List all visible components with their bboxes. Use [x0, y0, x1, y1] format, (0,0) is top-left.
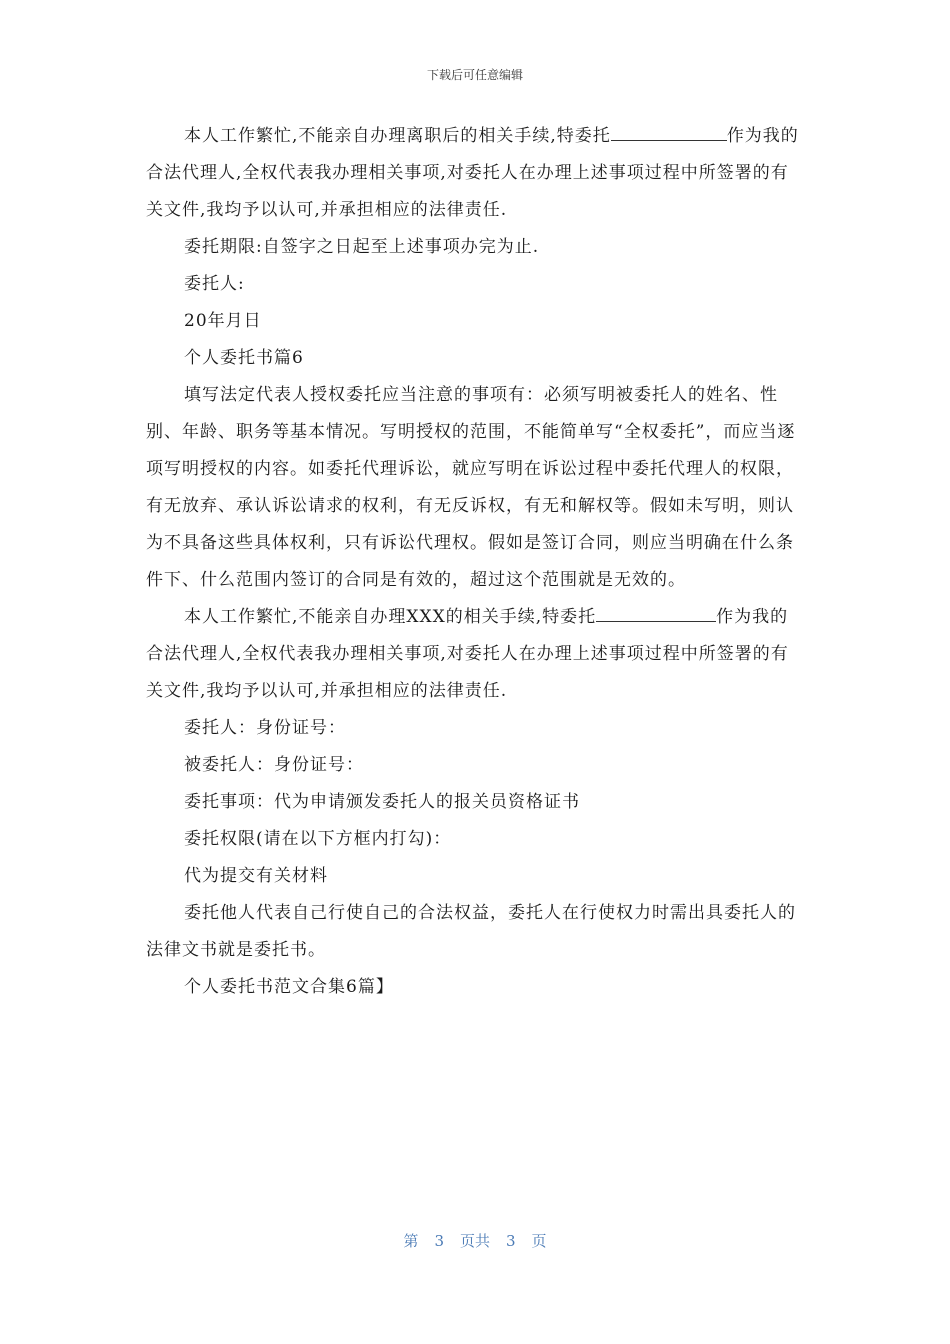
document-body	[146, 118, 806, 1006]
paragraph-principal-id: 委托人：身份证号：	[184, 718, 346, 738]
section-title: 个人委托书篇6	[184, 348, 304, 368]
footer-page-number: 3	[434, 1232, 444, 1250]
paragraph-authority: 委托权限(请在以下方框内打勾)：	[184, 829, 452, 849]
page-header: 下载后可任意编辑	[426, 68, 523, 82]
paragraph-definition: 委托他人代表自己行使自己的合法权益，委托人在行使权力时需出具委托人的法律文书就是委托书。	[146, 903, 796, 960]
paragraph-1-text-a: 本人工作繁忙,不能亲自办理离职后的相关手续,特委托	[184, 126, 611, 146]
paragraph-collection-title: 个人委托书范文合集6篇】	[184, 977, 394, 997]
paragraph-matter: 委托事项：代为申请颁发委托人的报关员资格证书	[184, 792, 580, 812]
footer-page-total: 3	[506, 1232, 516, 1250]
paragraph-2-text-a: 本人工作繁忙,不能亲自办理XXX的相关手续,特委托	[184, 607, 597, 627]
paragraph-1-text-b: 作为我的合法代理人,全权代表我办理相关事项,对委托人在办理上述事项过程中所签署的有关文件,我均予以认可,并承担相应的法律责任.	[146, 126, 799, 220]
footer-label-1: 第	[403, 1232, 419, 1250]
paragraph-1	[146, 118, 806, 229]
paragraph-materials: 代为提交有关材料	[184, 866, 328, 886]
paragraph-agent-id: 被委托人：身份证号：	[184, 755, 364, 775]
signature-blank	[611, 122, 727, 141]
paragraph-principal: 委托人:	[184, 274, 245, 294]
paragraph-term: 委托期限:自签字之日起至上述事项办完为止.	[184, 237, 540, 257]
paragraph-notes: 填写法定代表人授权委托应当注意的事项有：必须写明被委托人的姓名、性别、年龄、职务等基本情况。写明授权的范围，不能简单写“全权委托”，而应当逐项写明授权的内容。如委托代理诉讼，就应写明在诉讼过程中委托代理人的权限，有无放弃、承认诉讼请求的权利，有无反诉权，有无和解权等。假如未写明，则认为不具备这些具体权利，只有诉讼代理权。假如是签订合同，则应当明确在什么条件下、什么范围内签订的合同是有效的，超过这个范围就是无效的。	[146, 385, 796, 590]
footer-label-3: 页	[531, 1232, 547, 1250]
paragraph-date: 20年月日	[184, 311, 262, 331]
footer-label-2: 页共	[459, 1232, 490, 1250]
page-footer	[0, 1230, 950, 1251]
signature-blank-2	[596, 603, 716, 622]
paragraph-2-text-b: 作为我的合法代理人,全权代表我办理相关事项,对委托人在办理上述事项过程中所签署的有关文件,我均予以认可,并承担相应的法律责任.	[146, 607, 789, 701]
paragraph-2	[146, 599, 806, 710]
